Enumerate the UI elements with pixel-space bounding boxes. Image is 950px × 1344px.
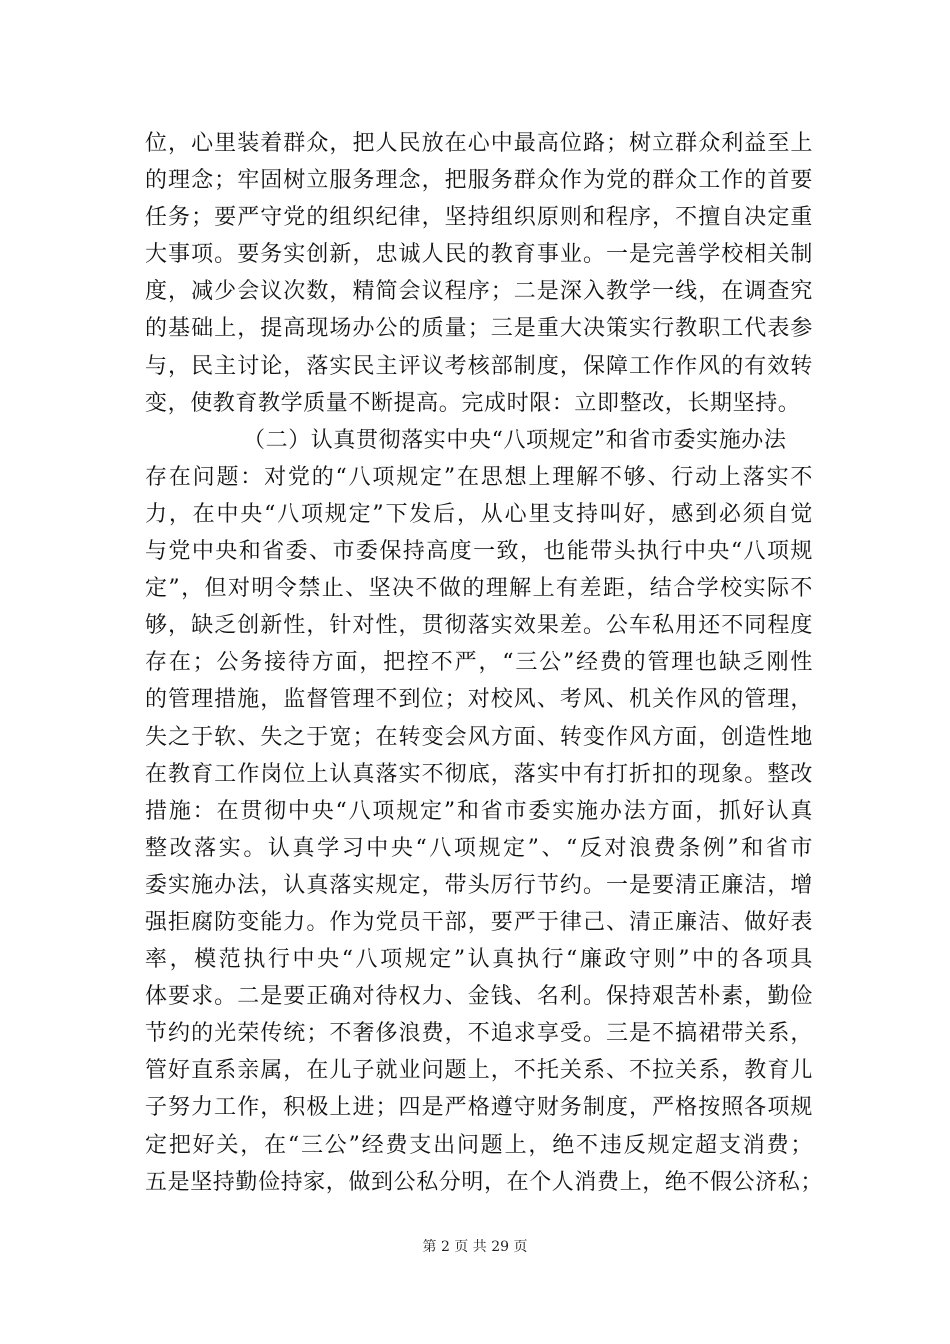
text-line-25: 节约的光荣传统；不奢侈浪费，不追求享受。三是不搞裙带关系， [145,1021,813,1047]
text-line-29: 五是坚持勤俭持家，做到公私分明，在个人消费上，绝不假公济私； [145,1169,824,1195]
text-line-21: 委实施办法，认真落实规定，带头厉行节约。一是要清正廉洁，增 [145,872,813,898]
text-line-1: 位，心里装着群众，把人民放在心中最高位路；树立群众利益至上 [145,131,813,156]
text-line-8: 变，使教育教学质量不断提高。完成时限：立即整改，长期坚持。 [145,390,801,416]
text-line-23: 率，模范执行中央“八项规定”认真执行“廉政守则”中的各项具 [145,947,813,973]
page-number-footer: 第 2 页 共 29 页 [422,1239,528,1255]
text-line-16: 的管理措施，监督管理不到位；对校风、考风、机关作风的管理， [145,687,813,713]
text-line-19: 措施：在贯彻中央“八项规定”和省市委实施办法方面，抓好认真 [145,798,813,824]
text-line-18: 在教育工作岗位上认真落实不彻底，落实中有打折扣的现象。整改 [145,761,813,787]
section-heading: （二）认真贯彻落实中央“八项规定”和省市委实施办法 [243,427,787,453]
text-line-6: 的基础上，提高现场办公的质量；三是重大决策实行教职工代表参 [145,316,813,342]
text-line-28: 定把好关，在“三公”经费支出问题上，绝不违反规定超支消费； [145,1132,813,1158]
text-line-24: 体要求。二是要正确对待权力、金钱、名利。保持艰苦朴素，勤俭 [145,984,813,1010]
document-body [145,125,824,1201]
text-line-11: 力，在中央“八项规定”下发后，从心里支持叫好，感到必须自觉 [145,501,813,527]
text-line-3: 任务；要严守党的组织纪律，坚持组织原则和程序，不擅自决定重 [145,205,813,231]
text-line-22: 强拒腐防变能力。作为党员干部，要严于律己、清正廉洁、做好表 [145,909,813,935]
text-line-5: 度，减少会议次数，精简会议程序；二是深入教学一线，在调查究 [145,279,813,305]
text-line-4: 大事项。要务实创新，忠诚人民的教育事业。一是完善学校相关制 [145,242,813,268]
text-line-14: 够，缺乏创新性，针对性，贯彻落实效果差。公车私用还不同程度 [145,613,813,639]
text-line-20: 整改落实。认真学习中央“八项规定”、“反对浪费条例”和省市 [145,835,813,861]
text-line-2: 的理念；牢固树立服务理念，把服务群众作为党的群众工作的首要 [145,168,813,194]
text-line-27: 子努力工作，积极上进；四是严格遵守财务制度，严格按照各项规 [145,1095,813,1121]
text-line-13: 定”，但对明令禁止、坚决不做的理解上有差距，结合学校实际不 [145,576,813,602]
text-line-17: 失之于软、失之于宽；在转变会风方面、转变作风方面，创造性地 [145,724,813,750]
text-line-15: 存在；公务接待方面，把控不严，“三公”经费的管理也缺乏刚性 [145,650,813,676]
text-line-10: 存在问题：对党的“八项规定”在思想上理解不够、行动上落实不 [145,464,813,490]
text-line-12: 与党中央和省委、市委保持高度一致，也能带头执行中央“八项规 [145,539,813,565]
text-line-26: 管好直系亲属，在儿子就业问题上，不托关系、不拉关系，教育儿 [145,1058,813,1084]
text-line-7: 与，民主讨论，落实民主评议考核部制度，保障工作作风的有效转 [145,353,813,379]
